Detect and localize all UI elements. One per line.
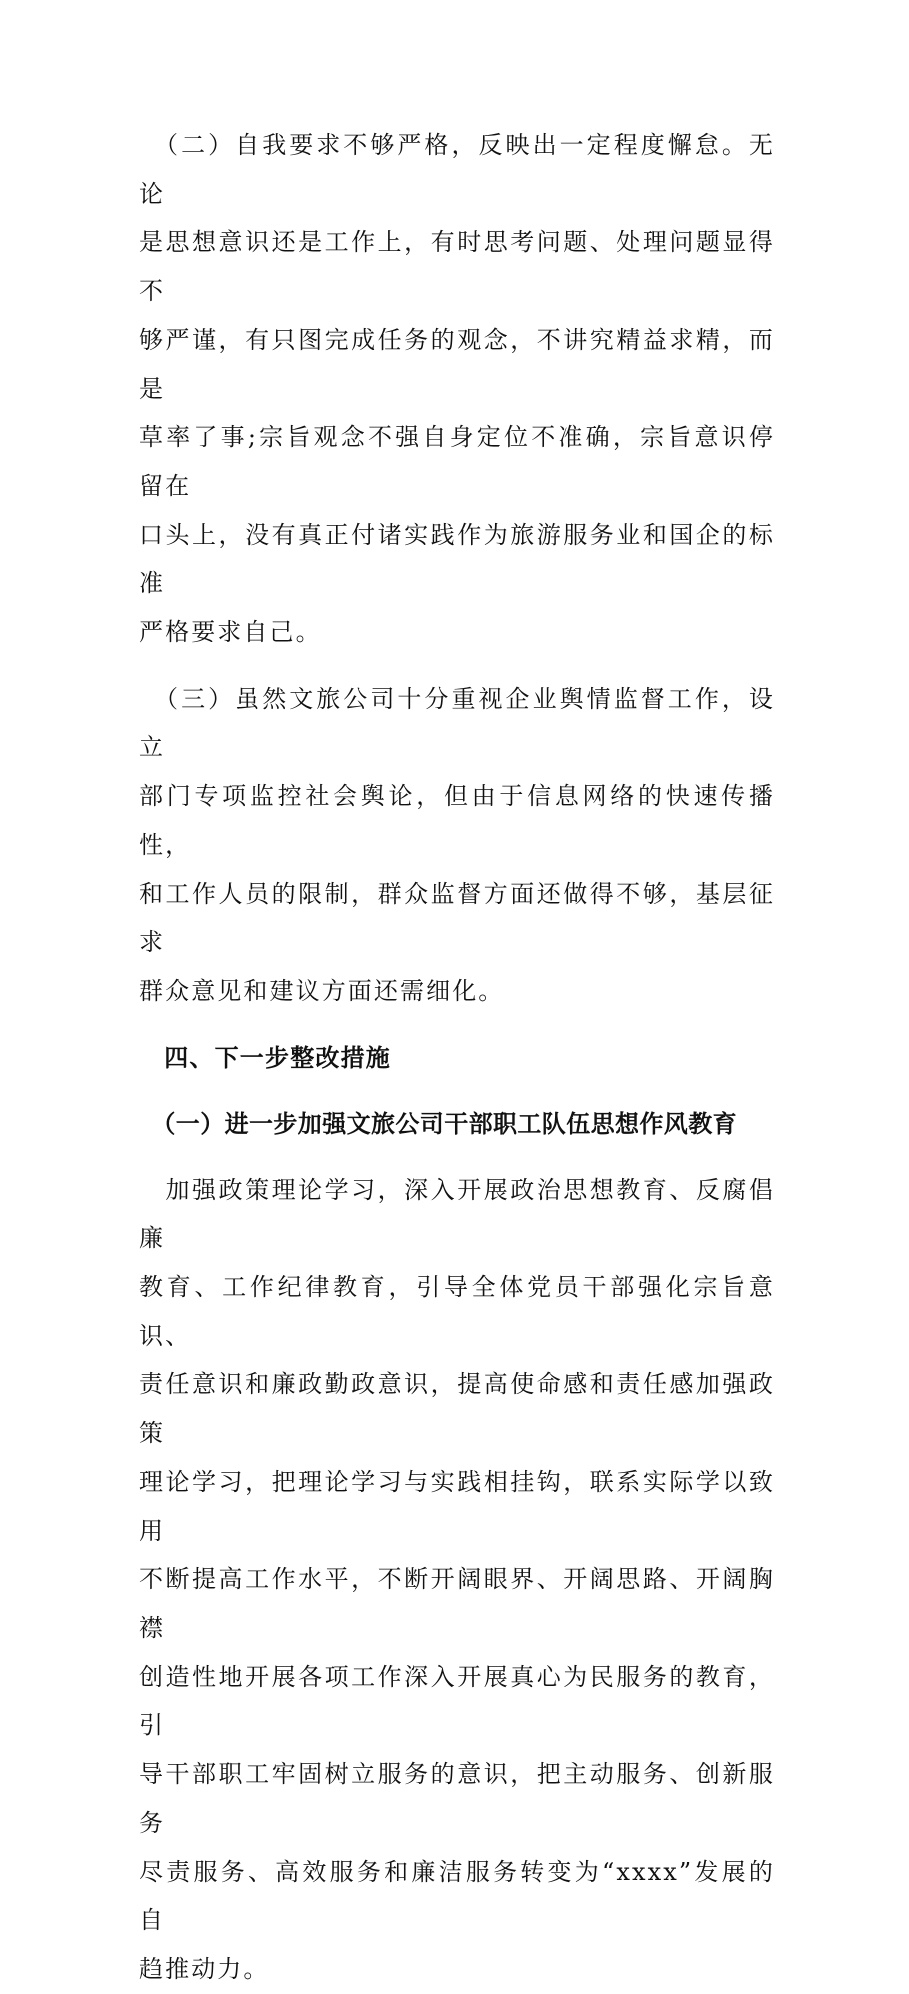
paragraph-study-measures: 加强政策理论学习，深入开展政治思想教育、反腐倡廉 教育、工作纪律教育，引导全体党员干部强化宗旨意识、 责任意识和廉政勤政意识，提高使命感和责任感加强政策 理论学习，把理论学习与实践相挂钩，联系实际学以致用 不断提高工作水平，不断开阔眼界、开阔思路、开阔胸襟 创造性地开展各项工作深入开展真心为民服务的教育，引 导干部职工牢固树立服务的意识，把主动服务、创新服务 尽责服务、高效服务和廉洁服务转变为“xxxx”发展的自 趋推动力。	[139, 1175, 775, 1983]
paragraph-gap	[139, 657, 775, 675]
section-heading-next-steps: 四、下一步整改措施	[139, 1042, 391, 1072]
paragraph-self-discipline: （二）自我要求不够严格，反映出一定程度懈怠。无论 是思想意识还是工作上，有时思考问题、处理问题显得不 够严谨，有只图完成任务的观念，不讲究精益求精，而是 草率了事;宗旨观念不强自身定位不准确，宗旨意识停留在 口头上，没有真正付诸实践作为旅游服务业和国企的标准 严格要求自己。	[139, 131, 775, 647]
paragraph-gap	[139, 1016, 775, 1034]
paragraph-gap	[139, 1082, 775, 1100]
paragraph-gap	[139, 1148, 775, 1166]
subsection-heading-education: （一）进一步加强文旅公司干部职工队伍思想作风教育	[139, 1108, 737, 1138]
document-body	[139, 121, 775, 1994]
paragraph-public-opinion: （三）虽然文旅公司十分重视企业舆情监督工作，设立 部门专项监控社会舆论，但由于信息网络的快速传播性， 和工作人员的限制，群众监督方面还做得不够，基层征求 群众意见和建议方面还需细化。	[139, 684, 775, 1005]
